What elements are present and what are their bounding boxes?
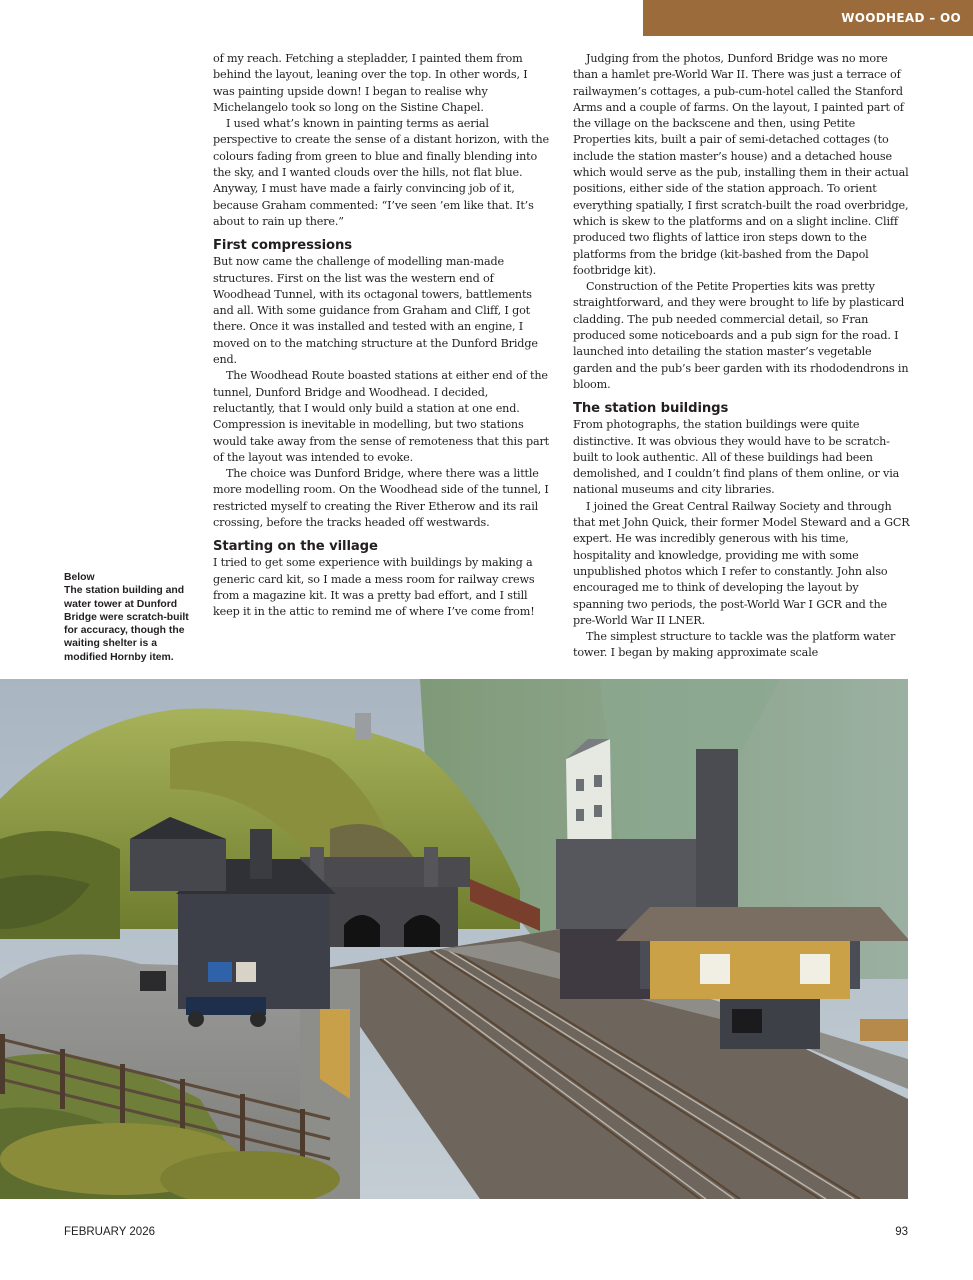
paragraph: Judging from the photos, Dunford Bridge was no more than a hamlet pre-World War II. There was just a terrace of railwaymen’s cottages, a pub-cum-hotel called the Stanford Arms and a couple of farms. On the layout, I painted part of the village on the backscene and then, using Petite Properties kits, built a pair of semi-detached cottages (to include the station master’s house) and a detached house which would serve as the pub, installing them in their actual positions, either side of the station approach. To orient everything spatially, I first scratch-built the road overbridge, which is skew to the platforms and on a slight incline. Cliff produced two flights of lattice iron steps down to the platforms from the bridge (kit-bashed from the Dapol footbridge kit). — [573, 52, 909, 277]
article-column-left — [213, 51, 550, 671]
caption-body: The station building and water tower at Dunford Bridge were scratch-built for accuracy, though the waiting shelter is a modified Hornby item. — [64, 585, 189, 663]
paragraph: I used what’s known in painting terms as aerial perspective to create the sense of a distant horizon, with the colours fading from green to blue and finally blending into the sky, and I wanted clouds over the hills, not flat blue. Anyway, I must have made a fairly convincing job of it, because Graham commented: “I’ve seen ’em like that. It’s about to rain up there.” — [213, 117, 550, 228]
subheading: The station buildings — [573, 401, 729, 417]
paragraph: The simplest structure to tackle was the platform water tower. I began by making approximate scale — [573, 630, 896, 660]
paragraph: The choice was Dunford Bridge, where there was a little more modelling room. On the Woodhead side of the tunnel, I restricted myself to creating the River Etherow and its rail crossing, before the tracks headed off westwards. — [213, 467, 549, 530]
paragraph: Construction of the Petite Properties kits was pretty straightforward, and they were brought to life by plasticard cladding. The pub needed commercial detail, so Fran produced some noticeboards and a pub sign for the road. I launched into detailing the station master’s vegetable garden and the pub’s beer garden with its rhododendrons in bloom. — [573, 280, 909, 391]
layout-photo — [0, 679, 908, 1199]
paragraph: I tried to get some experience with buildings by making a generic card kit, so I made a mess room for railway crews from a magazine kit. It was a pretty bad effort, and I still keep it in the attic to remind me of where I’ve come from! — [213, 556, 535, 619]
section-tab — [643, 0, 973, 36]
paragraph: But now came the challenge of modelling man-made structures. First on the list was the western end of Woodhead Tunnel, with its octagonal towers, battlements and all. With some guidance from Graham and Cliff, I got there. Once it was installed and tested with an engine, I moved on to the matching structure at the Dunford Bridge end. — [213, 255, 538, 367]
article-column-right — [573, 51, 910, 671]
paragraph: The Woodhead Route boasted stations at either end of the tunnel, Dunford Bridge and Woodhead. I decided, reluctantly, that I would only build a station at one end. Compression is inevitable in modelling, but two stations would take away from the sense of remoteness that this part of the layout was intended to evoke. — [213, 369, 550, 464]
paragraph: I joined the Great Central Railway Society and through that met John Quick, their former Model Steward and a GCR expert. He was incredibly generous with his time, hospitality and knowledge, providing me with some unpublished photos which I refer to constantly. John also encouraged me to think of developing the layout by spanning two periods, the post-World War I GCR and the pre-World War II LNER. — [573, 499, 910, 627]
footer-issue: FEBRUARY 2026 — [64, 1226, 155, 1238]
subheading: First compressions — [213, 238, 352, 254]
caption-title: Below — [64, 572, 95, 583]
footer-page-number: 93 — [895, 1226, 908, 1238]
subheading: Starting on the village — [213, 539, 378, 555]
photo-caption — [64, 571, 198, 664]
paragraph: of my reach. Fetching a stepladder, I painted them from behind the layout, leaning over the top. In other words, I was painting upside down! I began to realise why Michelangelo took so long on the Sistine Chapel. — [213, 52, 528, 114]
layout-photo-illustration — [0, 679, 908, 1199]
paragraph: From photographs, the station buildings were quite distinctive. It was obvious they would have to be scratch-built to look authentic. All of these buildings had been demolished, and I couldn’t find plans of them online, or via national museums and city libraries. — [573, 418, 900, 497]
section-tab-label: WOODHEAD – OO — [841, 11, 961, 25]
